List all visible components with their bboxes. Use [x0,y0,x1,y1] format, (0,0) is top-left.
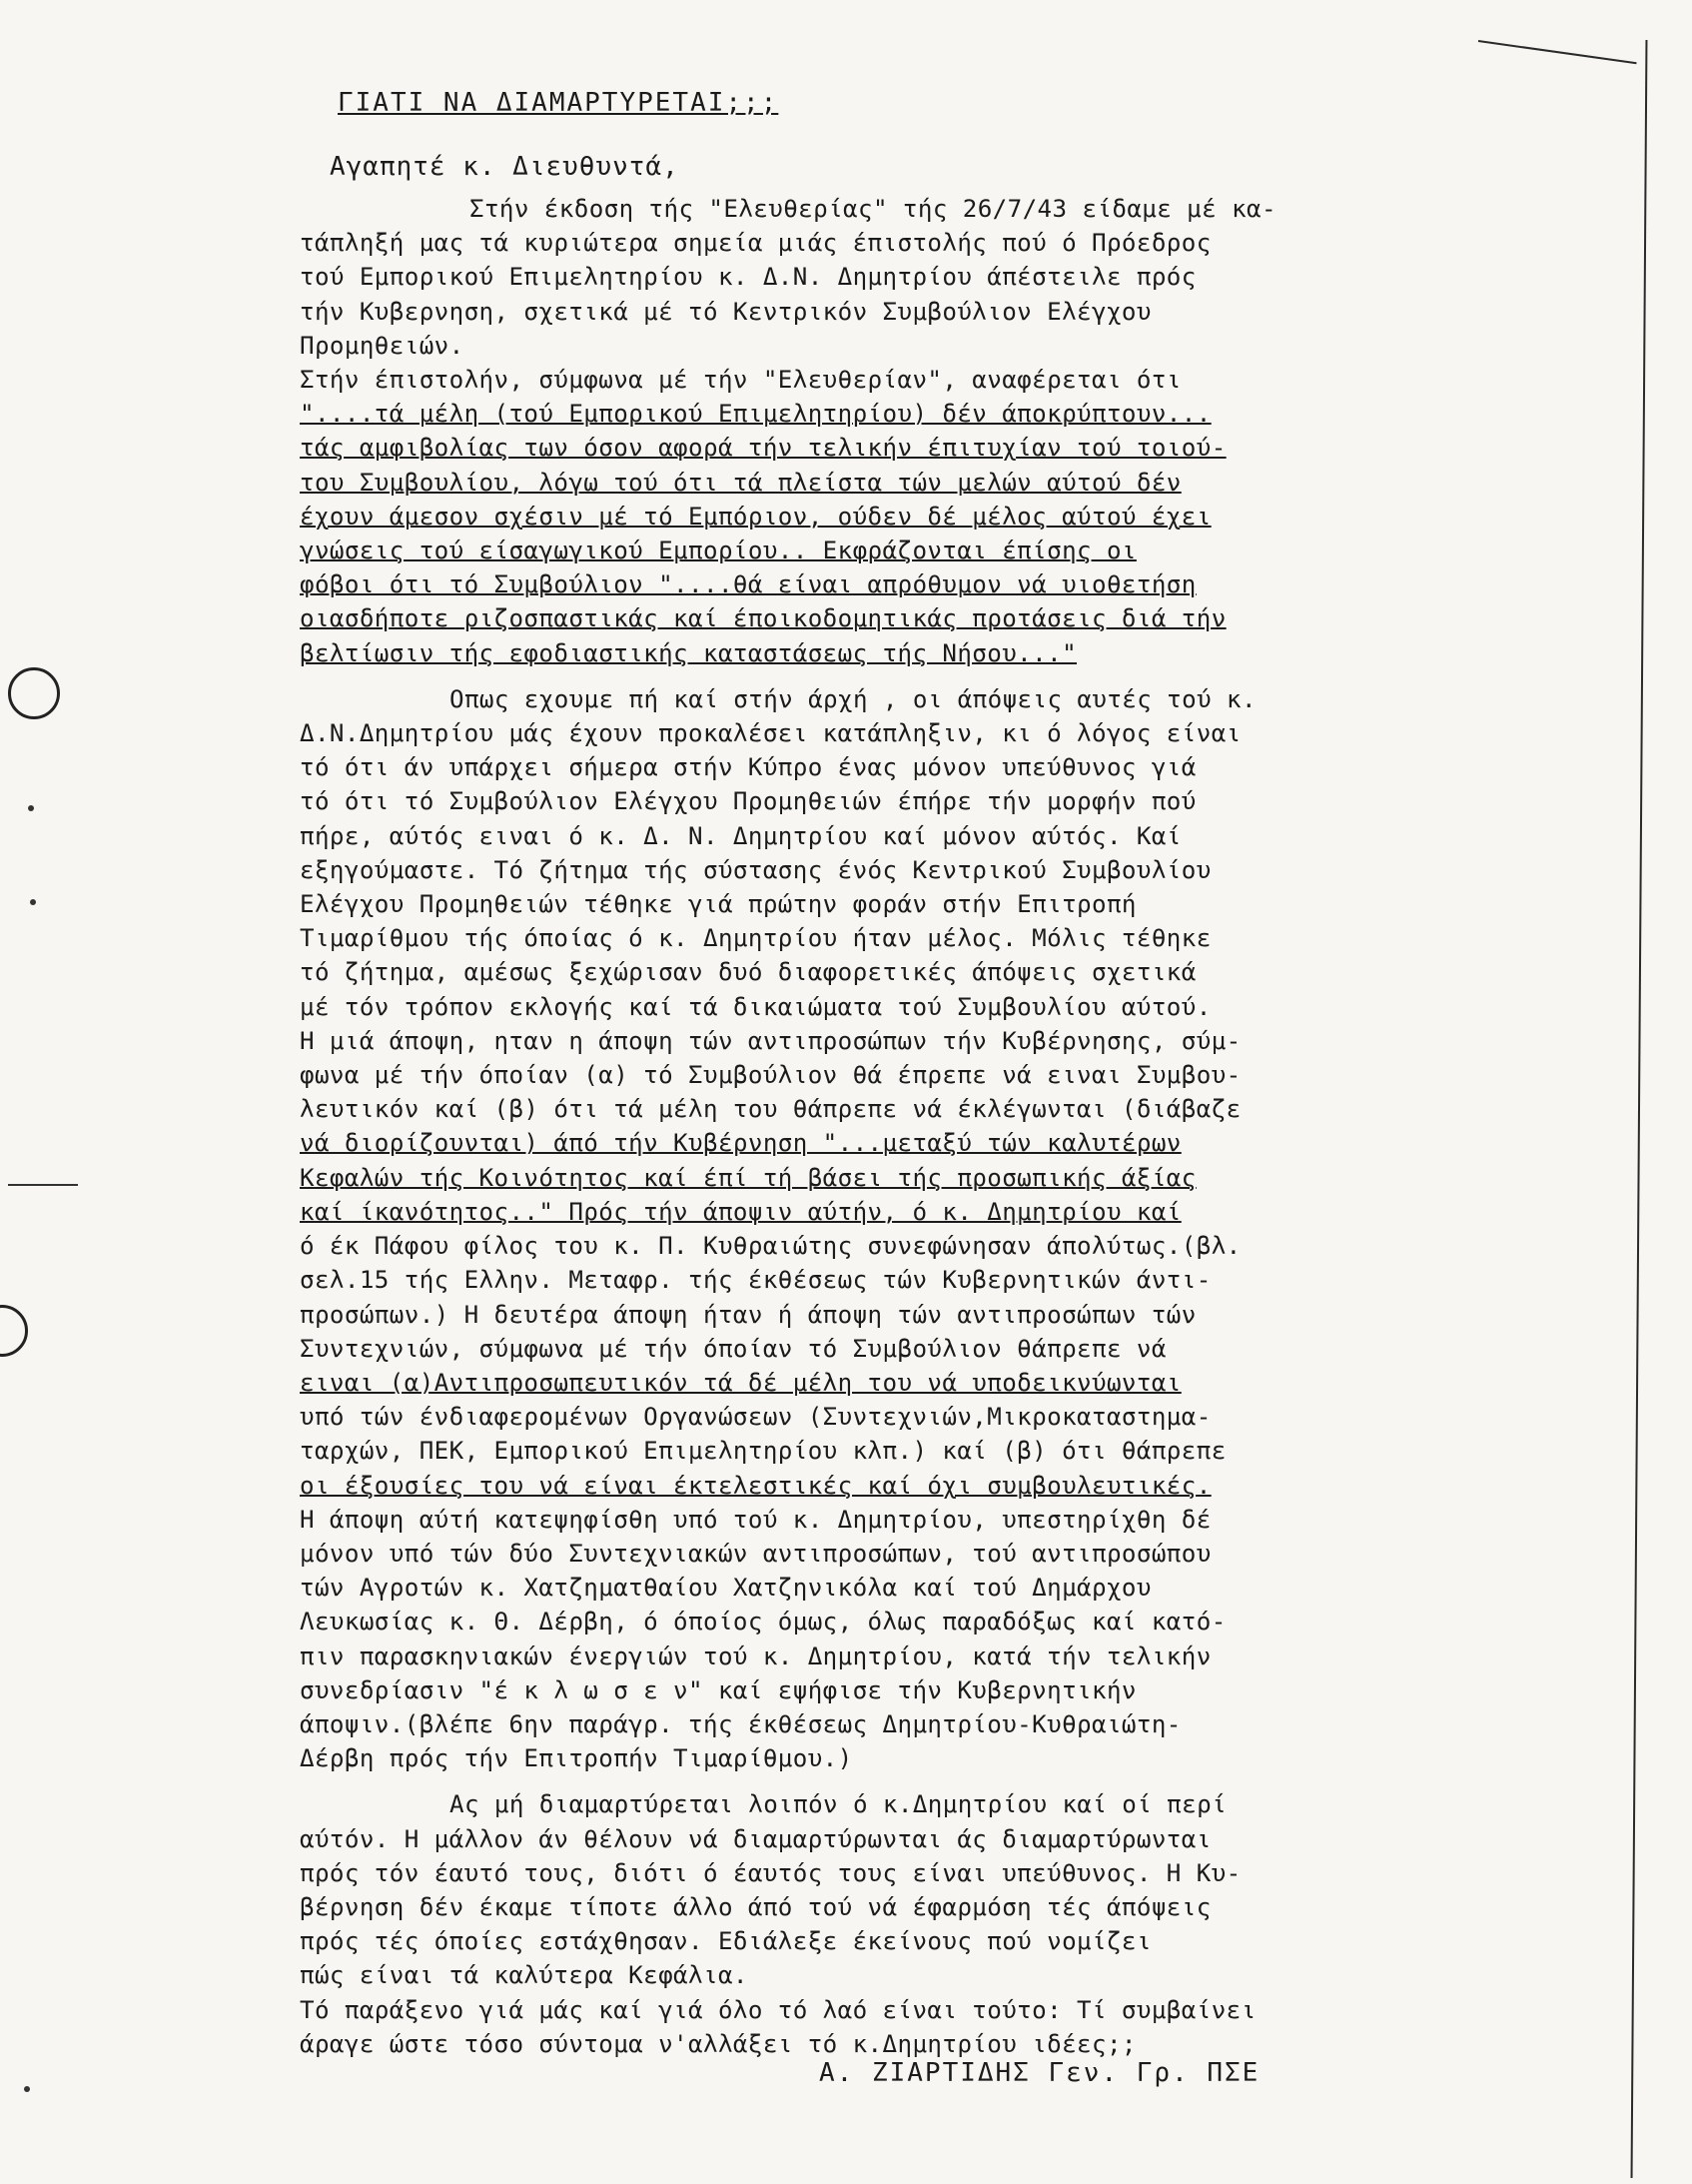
page-top-edge [1478,40,1637,64]
text-line: τό ότι άν υπάρχει σήμερα στήν Κύπρο ένας μόνον υπεύθυνος γιά [300,753,1197,782]
text-line: Στήν έκδοση τής "Ελευθερίας" τής 26/7/43 είδαμε μέ κα- [469,195,1276,223]
speck-mark [28,805,34,811]
text-line: τό ζήτημα, αμέσως ξεχώρισαν δυό διαφορετικές άπόψεις σχετικά [300,958,1197,987]
text-line: τήν Κυβερνηση, σχετικά μέ τό Κεντρικόν Συμβούλιον Ελέγχου [300,297,1152,326]
text-line: Στήν έπιστολήν, σύμφωνα μέ τήν "Ελευθερίαν", αναφέρεται ότι [300,366,1182,395]
punch-hole-icon [8,667,60,719]
paragraph-2 [300,682,1618,1776]
text-line: ειναι (α)Αντιπροσωπευτικόν τά δέ μέλη του νά υποδεικνύωνται [300,1368,1182,1397]
page-right-edge [1631,40,1648,2178]
text-line: πώς είναι τά καλύτερα Κεφάλια. [300,1961,748,1990]
text-line: τάς αμφιβολίας των όσον αφορά τήν τελικήν έπιτυχίαν τού τοιού- [300,434,1227,463]
text-line: εξηγούμαστε. Τό ζήτημα τής σύστασης ένός Κεντρικού Συμβουλίου [300,855,1212,884]
text-line: Δ.Ν.Δημητρίου μάς έχουν προκαλέσει κατάπληξιν, κι ό λόγος είναι [300,719,1242,748]
text-line: ό έκ Πάφου φίλος του κ. Π. Κυθραιώτης συνεφώνησαν άπολύτως.(βλ. [300,1232,1242,1261]
text-line: λευτικόν καί (β) ότι τά μέλη του θάπρεπε νά έκλέγωνται (διάβαζε [300,1095,1242,1124]
letter-title: ΓΙΑΤΙ ΝΑ ΔΙΑΜΑΡΤΥΡΕΤΑΙ;;; [338,88,779,118]
text-line: Ελέγχου Προμηθειών τέθηκε γιά πρώτην φοράν στήν Επιτροπή [300,890,1137,919]
text-line: τό ότι τό Συμβούλιον Ελέγχου Προμηθειών έπήρε τήν μορφήν πού [300,787,1197,816]
text-line: οιασδήποτε ριζοσπαστικάς καί έποικοδομητικάς προτάσεις διά τήν [300,604,1227,633]
speck-mark [30,899,36,905]
text-line: τού Εμπορικού Επιμελητηρίου κ. Δ.Ν. Δημητρίου άπέστειλε πρός [300,263,1197,292]
text-line: τάπληξή μας τά κυριώτερα σημεία μιάς έπιστολής πού ό Πρόεδρος [300,229,1212,258]
text-line: Κεφαλών τής Κοινότητος καί έπί τή βάσει τής προσωπικής άξίας [300,1163,1197,1192]
text-line: ταρχών, ΠΕΚ, Εμπορικού Επιμελητηρίου κλπ.) καί (β) ότι θάπρεπε [300,1437,1227,1466]
text-line: προσώπων.) Η δευτέρα άποψη ήταν ή άποψη τών αντιπροσώπων τών [300,1300,1197,1329]
text-line: τών Αγροτών κ. Χατζηματθαίου Χατζηνικόλα καί τού Δημάρχου [300,1574,1152,1603]
text-line: Ας μή διαμαρτύρεται λοιπόν ό κ.Δημητρίου καί οί περί [449,1790,1228,1819]
punch-hole-icon [0,1305,28,1357]
text-line: Η μιά άποψη, ηταν η άποψη τών αντιπροσώπων τήν Κυβέρνησης, σύμ- [300,1026,1242,1055]
text-line: βέρνηση δέν έκαμε τίποτε άλλο άπό τού νά έφαρμόση τές άπόψεις [300,1892,1212,1921]
salutation: Αγαπητέ κ. Διευθυντά, [330,152,679,182]
text-line: έχουν άμεσον σχέσιν μέ τό Εμπόριον, ούδεν δέ μέλος αύτού έχει [300,502,1212,531]
text-line: αύτόν. Η μάλλον άν θέλουν νά διαμαρτύρωνται άς διαμαρτύρωνται [300,1824,1212,1853]
text-line: άραγε ώστε τόσο σύντομα ν'αλλάξει τό κ.Δημητρίου ιδέες;; [300,2029,1137,2058]
text-line: πήρε, αύτός ειναι ό κ. Δ. Ν. Δημητρίου καί μόνον αύτός. Καί [300,821,1182,850]
text-line: πιν παρασκηνιακών ένεργιών τού κ. Δημητρίου, κατά τήν τελικήν [300,1641,1212,1670]
paragraph-1 [300,192,1618,670]
text-line: γνώσεις τού είσαγωγικού Εμπορίου.. Εκφράζονται έπίσης οι [300,537,1137,565]
text-line: οι έξουσίες του νά είναι έκτελεστικές καί όχι συμβουλευτικές. [300,1471,1212,1500]
text-line: Δέρβη πρός τήν Επιτροπήν Τιμαρίθμου.) [300,1744,853,1773]
text-line: σελ.15 τής Ελλην. Μεταφρ. τής έκθέσεως τών Κυβερνητικών άντι- [300,1266,1212,1295]
letter-body [300,88,1618,2061]
text-line: άποψιν.(βλέπε 6ην παράγρ. τής έκθέσεως Δημητρίου-Κυθραιώτη- [300,1709,1182,1738]
paragraph-3 [300,1787,1618,2061]
text-line: Οπως εχουμε πή καί στήν άρχή , οι άπόψεις αυτές τού κ. [449,684,1257,713]
speck-mark [24,2086,30,2092]
margin-mark [8,1184,78,1186]
text-line: πρός τόν έαυτό τους, διότι ό έαυτός τους είναι υπεύθυνος. Η Κυ- [300,1858,1242,1887]
text-line: πρός τές όποίες εστάχθησαν. Εδιάλεξε έκείνους πού νομίζει [300,1927,1152,1956]
text-line: νά διορίζουνται) άπό τήν Κυβέρνηση "...μεταξύ τών καλυτέρων [300,1129,1182,1158]
text-line: συνεδρίασιν "έ κ λ ω σ ε ν" καί εψήφισε τήν Κυβερνητικήν [300,1675,1137,1704]
text-line: Προμηθειών. [300,331,464,360]
text-line: μόνον υπό τών δύο Συντεχνιακών αντιπροσώπων, τού αντιπροσώπου [300,1539,1212,1568]
text-line: μέ τόν τρόπον εκλογής καί τά δικαιώματα τού Συμβουλίου αύτού. [300,992,1212,1021]
text-line: Τιμαρίθμου τής όποίας ό κ. Δημητρίου ήταν μέλος. Μόλις τέθηκε [300,924,1212,953]
text-line: φόβοι ότι τό Συμβούλιον "....θά είναι απρόθυμον νά υιοθετήση [300,570,1197,599]
text-line: καί ίκανότητος.." Πρός τήν άποψιν αύτήν, ό κ. Δημητρίου καί [300,1197,1182,1226]
signature-line: Α. ΖΙΑΡΤΙΔΗΣ Γεν. Γρ. ΠΣΕ [819,2058,1261,2088]
text-line: Συντεχνιών, σύμφωνα μέ τήν όποίαν τό Συμβούλιον θάπρεπε νά [300,1334,1167,1363]
text-line: Η άποψη αύτή κατεψηφίσθη υπό τού κ. Δημητρίου, υπεστηρίχθη δέ [300,1505,1212,1534]
text-line: φωνα μέ τήν όποίαν (α) τό Συμβούλιον θά έπρεπε νά ειναι Συμβου- [300,1061,1242,1090]
text-line: Τό παράξενο γιά μάς καί γιά όλο τό λαό είναι τούτο: Τί συμβαίνει [300,1995,1257,2024]
text-line: Λευκωσίας κ. Θ. Δέρβη, ό όποίος όμως, όλως παραδόξως καί κατό- [300,1608,1227,1637]
text-line: του Συμβουλίου, λόγω τού ότι τά πλείστα τών μελών αύτού δέν [300,468,1182,497]
text-line: βελτίωσιν τής εφοδιαστικής καταστάσεως τής Νήσου..." [300,638,1078,667]
text-line: "....τά μέλη (τού Εμπορικού Επιμελητηρίου) δέν άποκρύπτουν... [300,400,1212,429]
text-line: υπό τών ένδιαφερομένων Οργανώσεων (Συντεχνιών,Μικροκαταστημα- [300,1403,1212,1432]
